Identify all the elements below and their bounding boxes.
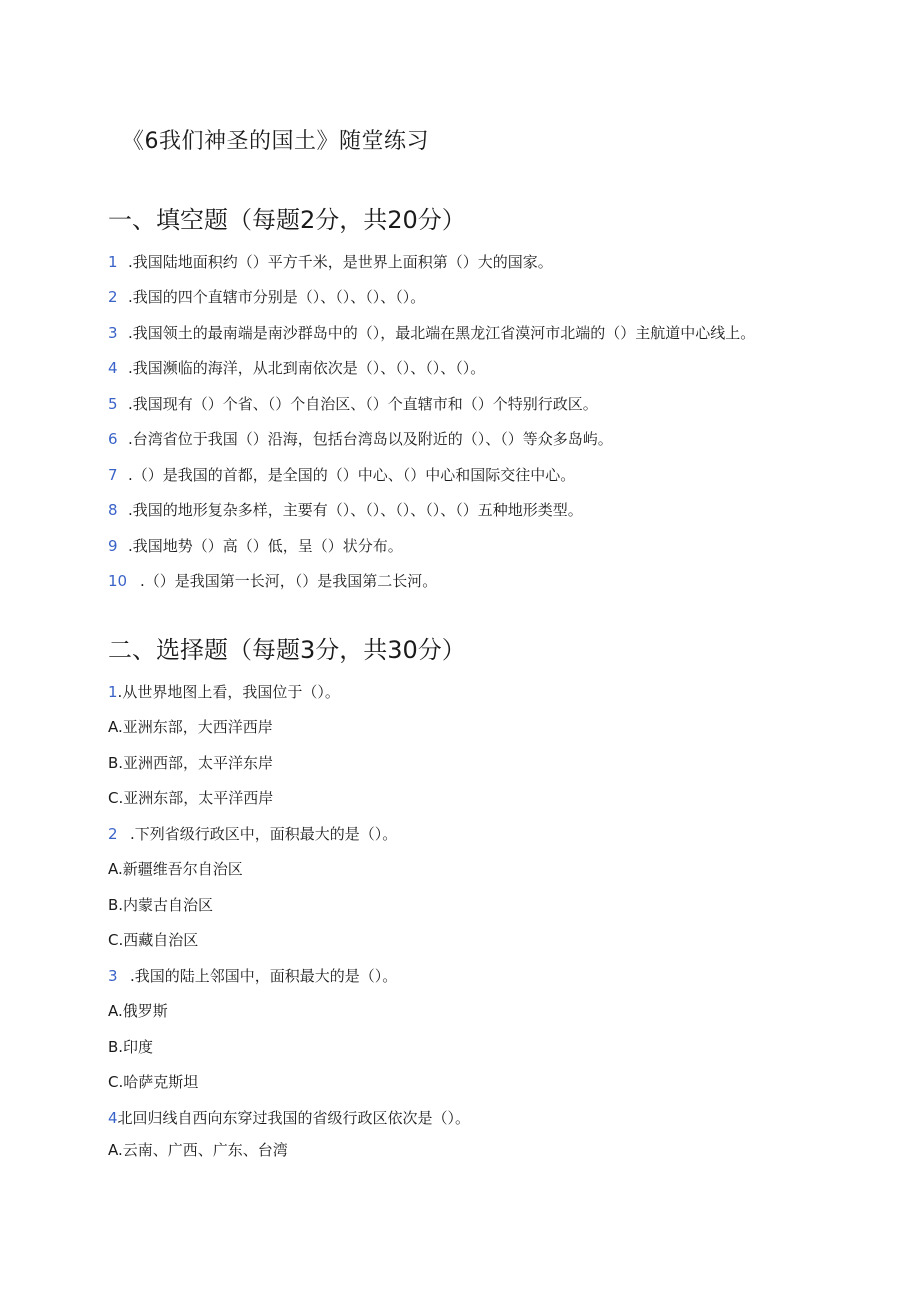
question-number: 4 — [108, 359, 118, 377]
choice-option: A.新疆维吾尔自治区 — [108, 860, 243, 878]
question-number: 8 — [108, 501, 118, 519]
choice-option: A.俄罗斯 — [108, 1002, 168, 1020]
question-text: .从世界地图上看，我国位于（）。 — [117, 683, 340, 701]
question-text: 北回归线自西向东穿过我国的省级行政区依次是（）。 — [117, 1109, 471, 1127]
choice-question — [108, 824, 397, 844]
choice-option: B.亚洲西部，太平洋东岸 — [108, 754, 274, 772]
fill-question — [108, 500, 583, 520]
page-title: 《6我们神圣的国土》随堂练习 — [122, 129, 429, 154]
question-number: 9 — [108, 537, 118, 555]
question-text: .我国的地形复杂多样，主要有（）、（）、（）、（）、（）五种地形类型。 — [128, 501, 583, 519]
question-text: .我国的四个直辖市分别是（）、（）、（）、（）。 — [128, 288, 426, 306]
question-number: 1 — [108, 683, 118, 701]
fill-question — [108, 571, 437, 591]
fill-question — [108, 394, 598, 414]
question-number: 7 — [108, 466, 118, 484]
choice-option: A.亚洲东部，大西洋西岸 — [108, 718, 273, 736]
question-number: 6 — [108, 430, 118, 448]
choice-option: A.云南、广西、广东、台湾 — [108, 1141, 288, 1159]
choice-option: C.亚洲东部，太平洋西岸 — [108, 789, 274, 807]
question-number: 1 — [108, 253, 118, 271]
question-number: 3 — [108, 324, 118, 342]
fill-question — [108, 323, 755, 343]
question-text: .我国的陆上邻国中，面积最大的是（）。 — [130, 967, 398, 985]
question-number: 3 — [108, 967, 118, 985]
fill-question — [108, 536, 403, 556]
question-text: .（）是我国的首都，是全国的（）中心、（）中心和国际交往中心。 — [128, 466, 576, 484]
choice-option: C.西藏自治区 — [108, 931, 199, 949]
fill-question — [108, 358, 485, 378]
choice-question — [108, 1108, 470, 1128]
question-text: .台湾省位于我国（）沿海，包括台湾岛以及附近的（）、（）等众多岛屿。 — [128, 430, 613, 448]
choice-option: B.内蒙古自治区 — [108, 896, 214, 914]
section-heading-choice: 二、选择题（每题3分，共30分） — [108, 636, 466, 664]
question-text: .我国濒临的海洋，从北到南依次是（）、（）、（）、（）。 — [128, 359, 486, 377]
question-number: 4 — [108, 1109, 118, 1127]
question-number: 5 — [108, 395, 118, 413]
choice-option: C.哈萨克斯坦 — [108, 1073, 199, 1091]
question-number: 10 — [108, 572, 128, 590]
question-text: .我国地势（）高（）低，呈（）状分布。 — [128, 537, 403, 555]
question-text: .（）是我国第一长河，（）是我国第二长河。 — [140, 572, 438, 590]
question-text: .我国领土的最南端是南沙群岛中的（），最北端在黑龙江省漠河市北端的（）主航道中心线上。 — [128, 324, 756, 342]
fill-question — [108, 465, 575, 485]
question-text: .我国现有（）个省、（）个自治区、（）个直辖市和（）个特别行政区。 — [128, 395, 598, 413]
fill-question — [108, 429, 613, 449]
fill-question — [108, 287, 425, 307]
choice-question — [108, 966, 397, 986]
question-number: 2 — [108, 288, 118, 306]
question-text: .下列省级行政区中，面积最大的是（）。 — [130, 825, 398, 843]
section-heading-fill-in: 一、填空题（每题2分，共20分） — [108, 206, 466, 234]
question-text: .我国陆地面积约（）平方千米，是世界上面积第（）大的国家。 — [128, 253, 553, 271]
choice-option: B.印度 — [108, 1038, 154, 1056]
fill-question — [108, 252, 553, 272]
choice-question — [108, 682, 340, 702]
question-number: 2 — [108, 825, 118, 843]
